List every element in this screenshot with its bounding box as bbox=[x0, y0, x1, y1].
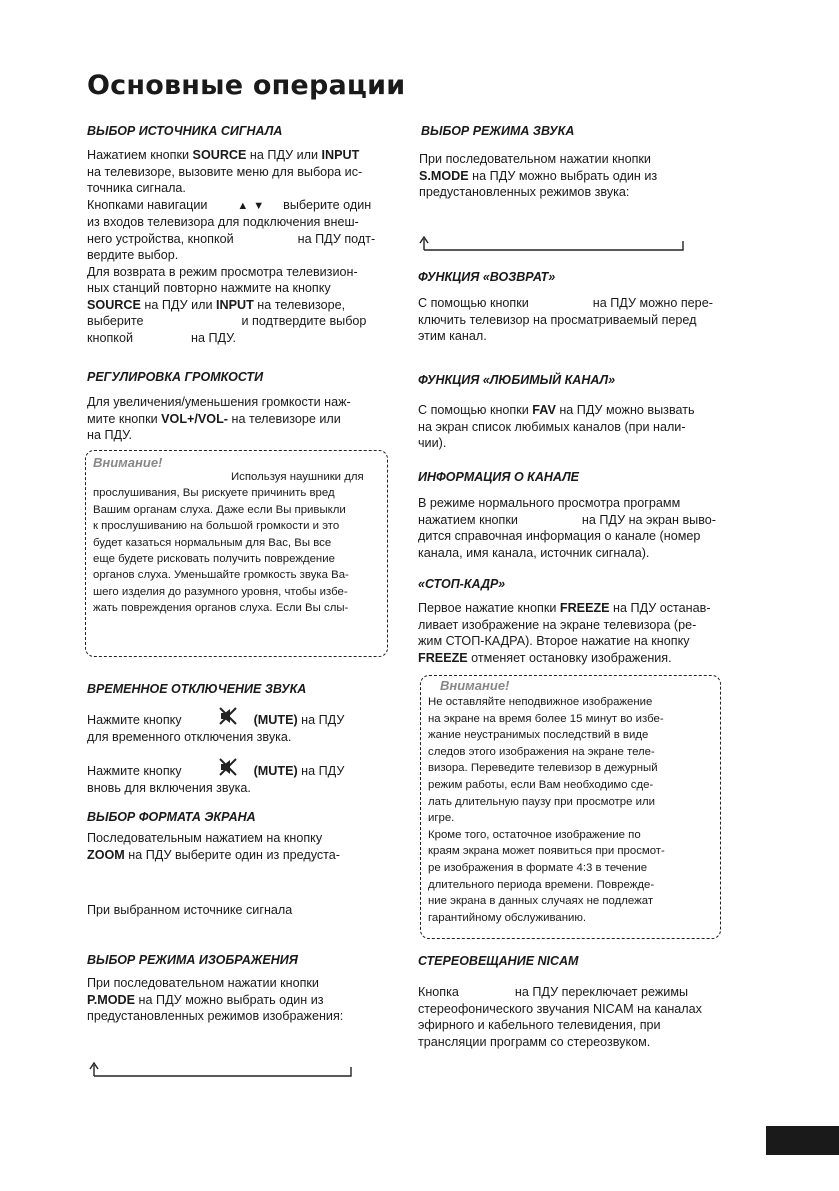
sound-mode-cycle-arrow bbox=[418, 236, 686, 252]
source-heading: ВЫБОР ИСТОЧНИКА СИГНАЛА bbox=[87, 124, 283, 138]
page-title: Основные операции bbox=[87, 70, 406, 101]
sound-text: При последовательном нажатии кнопки S.MODE на ПДУ можно выбрать один из предустановленных режимов звука: bbox=[419, 152, 658, 199]
nicam-heading: СТЕРЕОВЕЩАНИЕ NICAM bbox=[418, 954, 579, 968]
picture-mode-cycle-arrow bbox=[88, 1062, 354, 1078]
mute-icon bbox=[218, 757, 238, 777]
freeze-text: Первое нажатие кнопки FREEZE на ПДУ останав- ливает изображение на экране телевизора (ре- жим СТОП-КАДРА). Второе нажатие на кнопку FREEZE отменяет остановку изображения. bbox=[418, 601, 711, 665]
headphone-warning-text: Используя наушники для прослушивания, Вы рискуете причинить вред Вашим органам слуха. Даже если Вы привыкли к прослушиванию на большой громкости и это будет казаться нормальным для Вас, Вы все еще будете рисковать получить повреждение органов слуха. Уменьшайте громкость звука Ва- шего изделия до разумного уровня, чтобы избе- жать повреждения органов слуха. Если Вы слы- bbox=[93, 471, 364, 615]
volume-heading: РЕГУЛИРОВКА ГРОМКОСТИ bbox=[87, 370, 264, 384]
info-text: В режиме нормального просмотра программ нажатием кнопки на ПДУ на экран выво- дится справочная информация о канале (номер канала, имя канала, источник сигнала). bbox=[418, 496, 716, 560]
mute-heading: ВРЕМЕННОЕ ОТКЛЮЧЕНИЕ ЗВУКА bbox=[87, 682, 307, 696]
picture-heading: ВЫБОР РЕЖИМА ИЗОБРАЖЕНИЯ bbox=[87, 953, 298, 967]
zoom-text: Последовательным нажатием на кнопку ZOOM на ПДУ выберите один из предуста- bbox=[87, 831, 340, 862]
zoom-source-text: При выбранном источнике сигнала bbox=[87, 903, 293, 917]
fav-text: С помощью кнопки FAV на ПДУ можно вызвать на экран список любимых каналов (при нали- чии). bbox=[418, 403, 695, 450]
warning-label: Внимание! bbox=[93, 455, 163, 470]
nav-arrows-icon: ▲▼ bbox=[237, 199, 270, 212]
mute-icon bbox=[218, 706, 238, 726]
mute-text-on: Нажмите кнопку (MUTE) на ПДУ вновь для включения звука. bbox=[87, 764, 345, 795]
fav-heading: ФУНКЦИЯ «ЛЮБИМЫЙ КАНАЛ» bbox=[418, 373, 616, 387]
mute-text-off: Нажмите кнопку (MUTE) на ПДУ для временного отключения звука. bbox=[87, 713, 345, 744]
freeze-heading: «СТОП-КАДР» bbox=[418, 577, 506, 591]
back-text: С помощью кнопки на ПДУ можно пере- ключить телевизор на просматриваемый перед этим канал. bbox=[418, 296, 713, 343]
source-text: Нажатием кнопки SOURCE на ПДУ или INPUT на телевизоре, вызовите меню для выбора ис- точника сигнала. Кнопками навигации ▲▼ выберите один из входов телевизора для подключения внеш- него устройства, кнопкой на ПДУ подт- вердите выбор. Для возврата в режим просмотра телевизион- ных станций повторно нажмите на кнопку SOURCE на ПДУ или INPUT на телевизоре, выберите и подтвердите выбор кнопкой на ПДУ. bbox=[87, 148, 376, 345]
page-number-tab bbox=[766, 1126, 839, 1155]
back-heading: ФУНКЦИЯ «ВОЗВРАТ» bbox=[418, 270, 556, 284]
zoom-heading: ВЫБОР ФОРМАТА ЭКРАНА bbox=[87, 810, 256, 824]
nicam-text: Кнопка на ПДУ переключает режимы стереофонического звучания NICAM на каналах эфирного и кабельного телевидения, при трансляции программ со стереозвуком. bbox=[418, 985, 702, 1049]
sound-heading: ВЫБОР РЕЖИМА ЗВУКА bbox=[421, 124, 575, 138]
warning-label: Внимание! bbox=[440, 678, 510, 693]
volume-text: Для увеличения/уменьшения громкости наж- мите кнопки VOL+/VOL- на телевизоре или на ПДУ. bbox=[87, 395, 351, 442]
picture-text: При последовательном нажатии кнопки P.MODE на ПДУ можно выбрать один из предустановленных режимов изображения: bbox=[87, 976, 344, 1023]
info-heading: ИНФОРМАЦИЯ О КАНАЛЕ bbox=[418, 470, 580, 484]
still-image-warning-text: Не оставляйте неподвижное изображение на экране на время более 15 минут во избе- жание неустранимых последствий в виде следов этого изображения на экране теле- визора. Переведите телевизор в дежурный режим работы, если Вам необходимо сде- лать длительную паузу при просмотре или игре. Кроме того, остаточное изображение по краям экрана может появиться при просмот- ре изображения в формате 4:3 в течение длительного периода времени. Поврежде- ние экрана в данных случаях не подлежат гарантийному обслуживанию. bbox=[428, 696, 665, 924]
